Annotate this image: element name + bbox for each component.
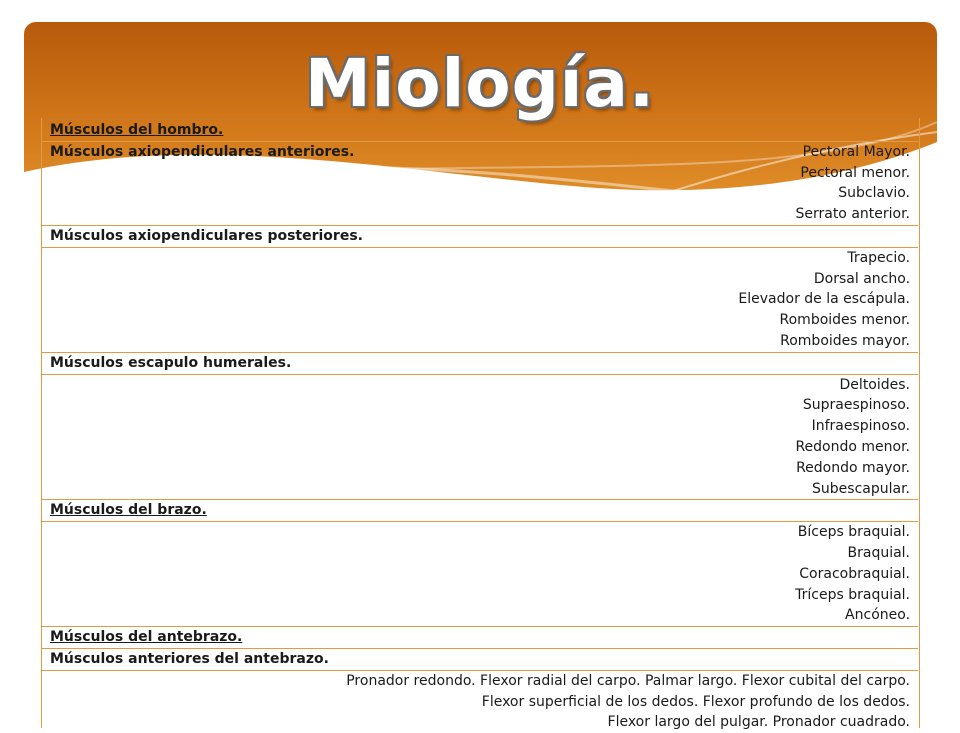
section-heading-row	[42, 500, 918, 522]
section-heading-row	[42, 627, 918, 649]
muscle-row	[42, 269, 918, 290]
muscle-row	[42, 585, 918, 606]
slide-title: Miología.	[0, 44, 960, 124]
muscle-name: Pronador redondo. Flexor radial del carpo. Palmar largo. Flexor cubital del carpo.	[42, 670, 918, 691]
muscle-name	[382, 648, 918, 670]
muscle-name	[382, 352, 918, 374]
muscle-row	[42, 395, 918, 416]
group-heading: Músculos anteriores del antebrazo.	[42, 648, 382, 670]
muscle-name: Redondo menor.	[42, 437, 918, 458]
muscle-row	[42, 204, 918, 225]
group-heading: Músculos axiopendiculares posteriores.	[42, 225, 382, 247]
section-heading: Músculos del brazo.	[42, 500, 918, 522]
muscle-row	[42, 374, 918, 395]
muscle-row	[42, 437, 918, 458]
muscle-name: Pectoral Mayor.	[382, 141, 918, 162]
muscle-row	[42, 479, 918, 500]
muscle-row	[42, 564, 918, 585]
group-heading-row	[42, 141, 918, 162]
muscle-name: Braquial.	[42, 543, 918, 564]
muscle-row	[42, 416, 918, 437]
muscle-table	[42, 119, 918, 733]
muscle-name: Serrato anterior.	[42, 204, 918, 225]
muscle-row	[42, 331, 918, 352]
muscle-row	[42, 247, 918, 268]
muscle-row	[42, 670, 918, 691]
muscle-row	[42, 289, 918, 310]
group-heading: Músculos escapulo humerales.	[42, 352, 382, 374]
muscle-name: Coracobraquial.	[42, 564, 918, 585]
muscle-name: Subclavio.	[42, 183, 918, 204]
muscle-name: Deltoides.	[42, 374, 918, 395]
muscle-row	[42, 543, 918, 564]
muscle-name: Flexor superficial de los dedos. Flexor profundo de los dedos.	[42, 692, 918, 713]
muscle-name: Supraespinoso.	[42, 395, 918, 416]
muscle-row	[42, 605, 918, 626]
muscle-row	[42, 458, 918, 479]
muscle-row	[42, 183, 918, 204]
muscle-name	[382, 225, 918, 247]
muscle-name: Infraespinoso.	[42, 416, 918, 437]
muscle-name: Romboides mayor.	[42, 331, 918, 352]
muscle-name: Ancóneo.	[42, 605, 918, 626]
group-heading-row	[42, 648, 918, 670]
muscle-name: Flexor largo del pulgar. Pronador cuadrado.	[42, 712, 918, 733]
muscle-name: Redondo mayor.	[42, 458, 918, 479]
muscle-name: Dorsal ancho.	[42, 269, 918, 290]
muscle-row	[42, 692, 918, 713]
section-heading: Músculos del hombro.	[42, 120, 918, 142]
muscle-name: Elevador de la escápula.	[42, 289, 918, 310]
muscle-row	[42, 163, 918, 184]
muscle-name: Bíceps braquial.	[42, 522, 918, 543]
section-heading: Músculos del antebrazo.	[42, 627, 918, 649]
muscle-row	[42, 310, 918, 331]
group-heading: Músculos axiopendiculares anteriores.	[42, 141, 382, 162]
muscle-row	[42, 522, 918, 543]
muscle-row	[42, 712, 918, 733]
muscle-name: Romboides menor.	[42, 310, 918, 331]
muscle-name: Subescapular.	[42, 479, 918, 500]
muscle-name: Pectoral menor.	[42, 163, 918, 184]
muscle-name: Tríceps braquial.	[42, 585, 918, 606]
group-heading-row	[42, 225, 918, 247]
group-heading-row	[42, 352, 918, 374]
muscle-name: Trapecio.	[42, 247, 918, 268]
muscle-table-body	[42, 120, 918, 733]
